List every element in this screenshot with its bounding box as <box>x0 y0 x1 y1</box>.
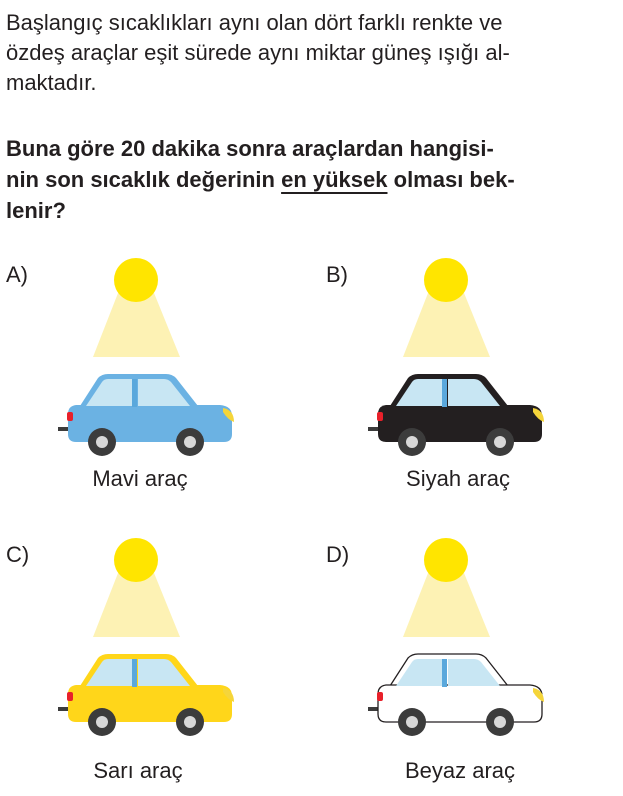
taillight <box>377 412 383 421</box>
wheel-hub <box>184 436 196 448</box>
question-line-2-end: olması bek- <box>393 167 515 192</box>
car-icon <box>58 374 234 456</box>
option-b-caption: Siyah araç <box>406 466 510 491</box>
question-line-3: lenir? <box>6 198 66 223</box>
wheel-hub <box>494 716 506 728</box>
sun-icon <box>114 258 158 302</box>
taillight <box>377 692 383 701</box>
window-pillar <box>132 379 137 407</box>
wheel-hub <box>494 436 506 448</box>
question-line-2-start: nin son sıcaklık değerinin <box>6 167 275 192</box>
sun-icon <box>114 538 158 582</box>
option-c-caption: Sarı araç <box>93 758 183 783</box>
car-icon <box>58 654 234 736</box>
intro-line-2: özdeş araçlar eşit sürede aynı miktar güneş ışığı al- <box>6 40 510 65</box>
option-d-illustration[interactable] <box>350 530 590 748</box>
window-pillar <box>442 379 447 407</box>
option-b-illustration[interactable] <box>350 250 590 460</box>
wheel-hub <box>406 436 418 448</box>
wheel-hub <box>96 436 108 448</box>
question-text <box>6 133 621 226</box>
option-b-letter[interactable]: B) <box>326 262 348 287</box>
intro-paragraph <box>6 8 621 98</box>
sun-icon <box>424 258 468 302</box>
question-line-2 <box>6 164 621 195</box>
intro-line-1: Başlangıç sıcaklıkları aynı olan dört farklı renkte ve <box>6 10 503 35</box>
wheel-hub <box>406 716 418 728</box>
option-d-caption: Beyaz araç <box>404 758 516 783</box>
option-a-caption: Mavi araç <box>92 466 188 491</box>
intro-line-3: maktadır. <box>6 70 97 95</box>
car-icon <box>368 654 544 736</box>
taillight <box>67 692 73 701</box>
window-pillar <box>442 659 447 687</box>
option-c-letter[interactable]: C) <box>6 542 30 567</box>
option-d-letter[interactable]: D) <box>326 542 350 567</box>
wheel-hub <box>96 716 108 728</box>
taillight <box>67 412 73 421</box>
question-line-1: Buna göre 20 dakika sonra araçlardan hangisi- <box>6 136 494 161</box>
wheel-hub <box>184 716 196 728</box>
car-icon <box>368 374 544 456</box>
option-c-illustration[interactable] <box>40 530 280 748</box>
window-pillar <box>132 659 137 687</box>
option-a-letter[interactable]: A) <box>6 262 28 287</box>
sun-icon <box>424 538 468 582</box>
emphasis-text: en yüksek <box>281 167 388 192</box>
option-a-illustration[interactable] <box>40 250 280 460</box>
